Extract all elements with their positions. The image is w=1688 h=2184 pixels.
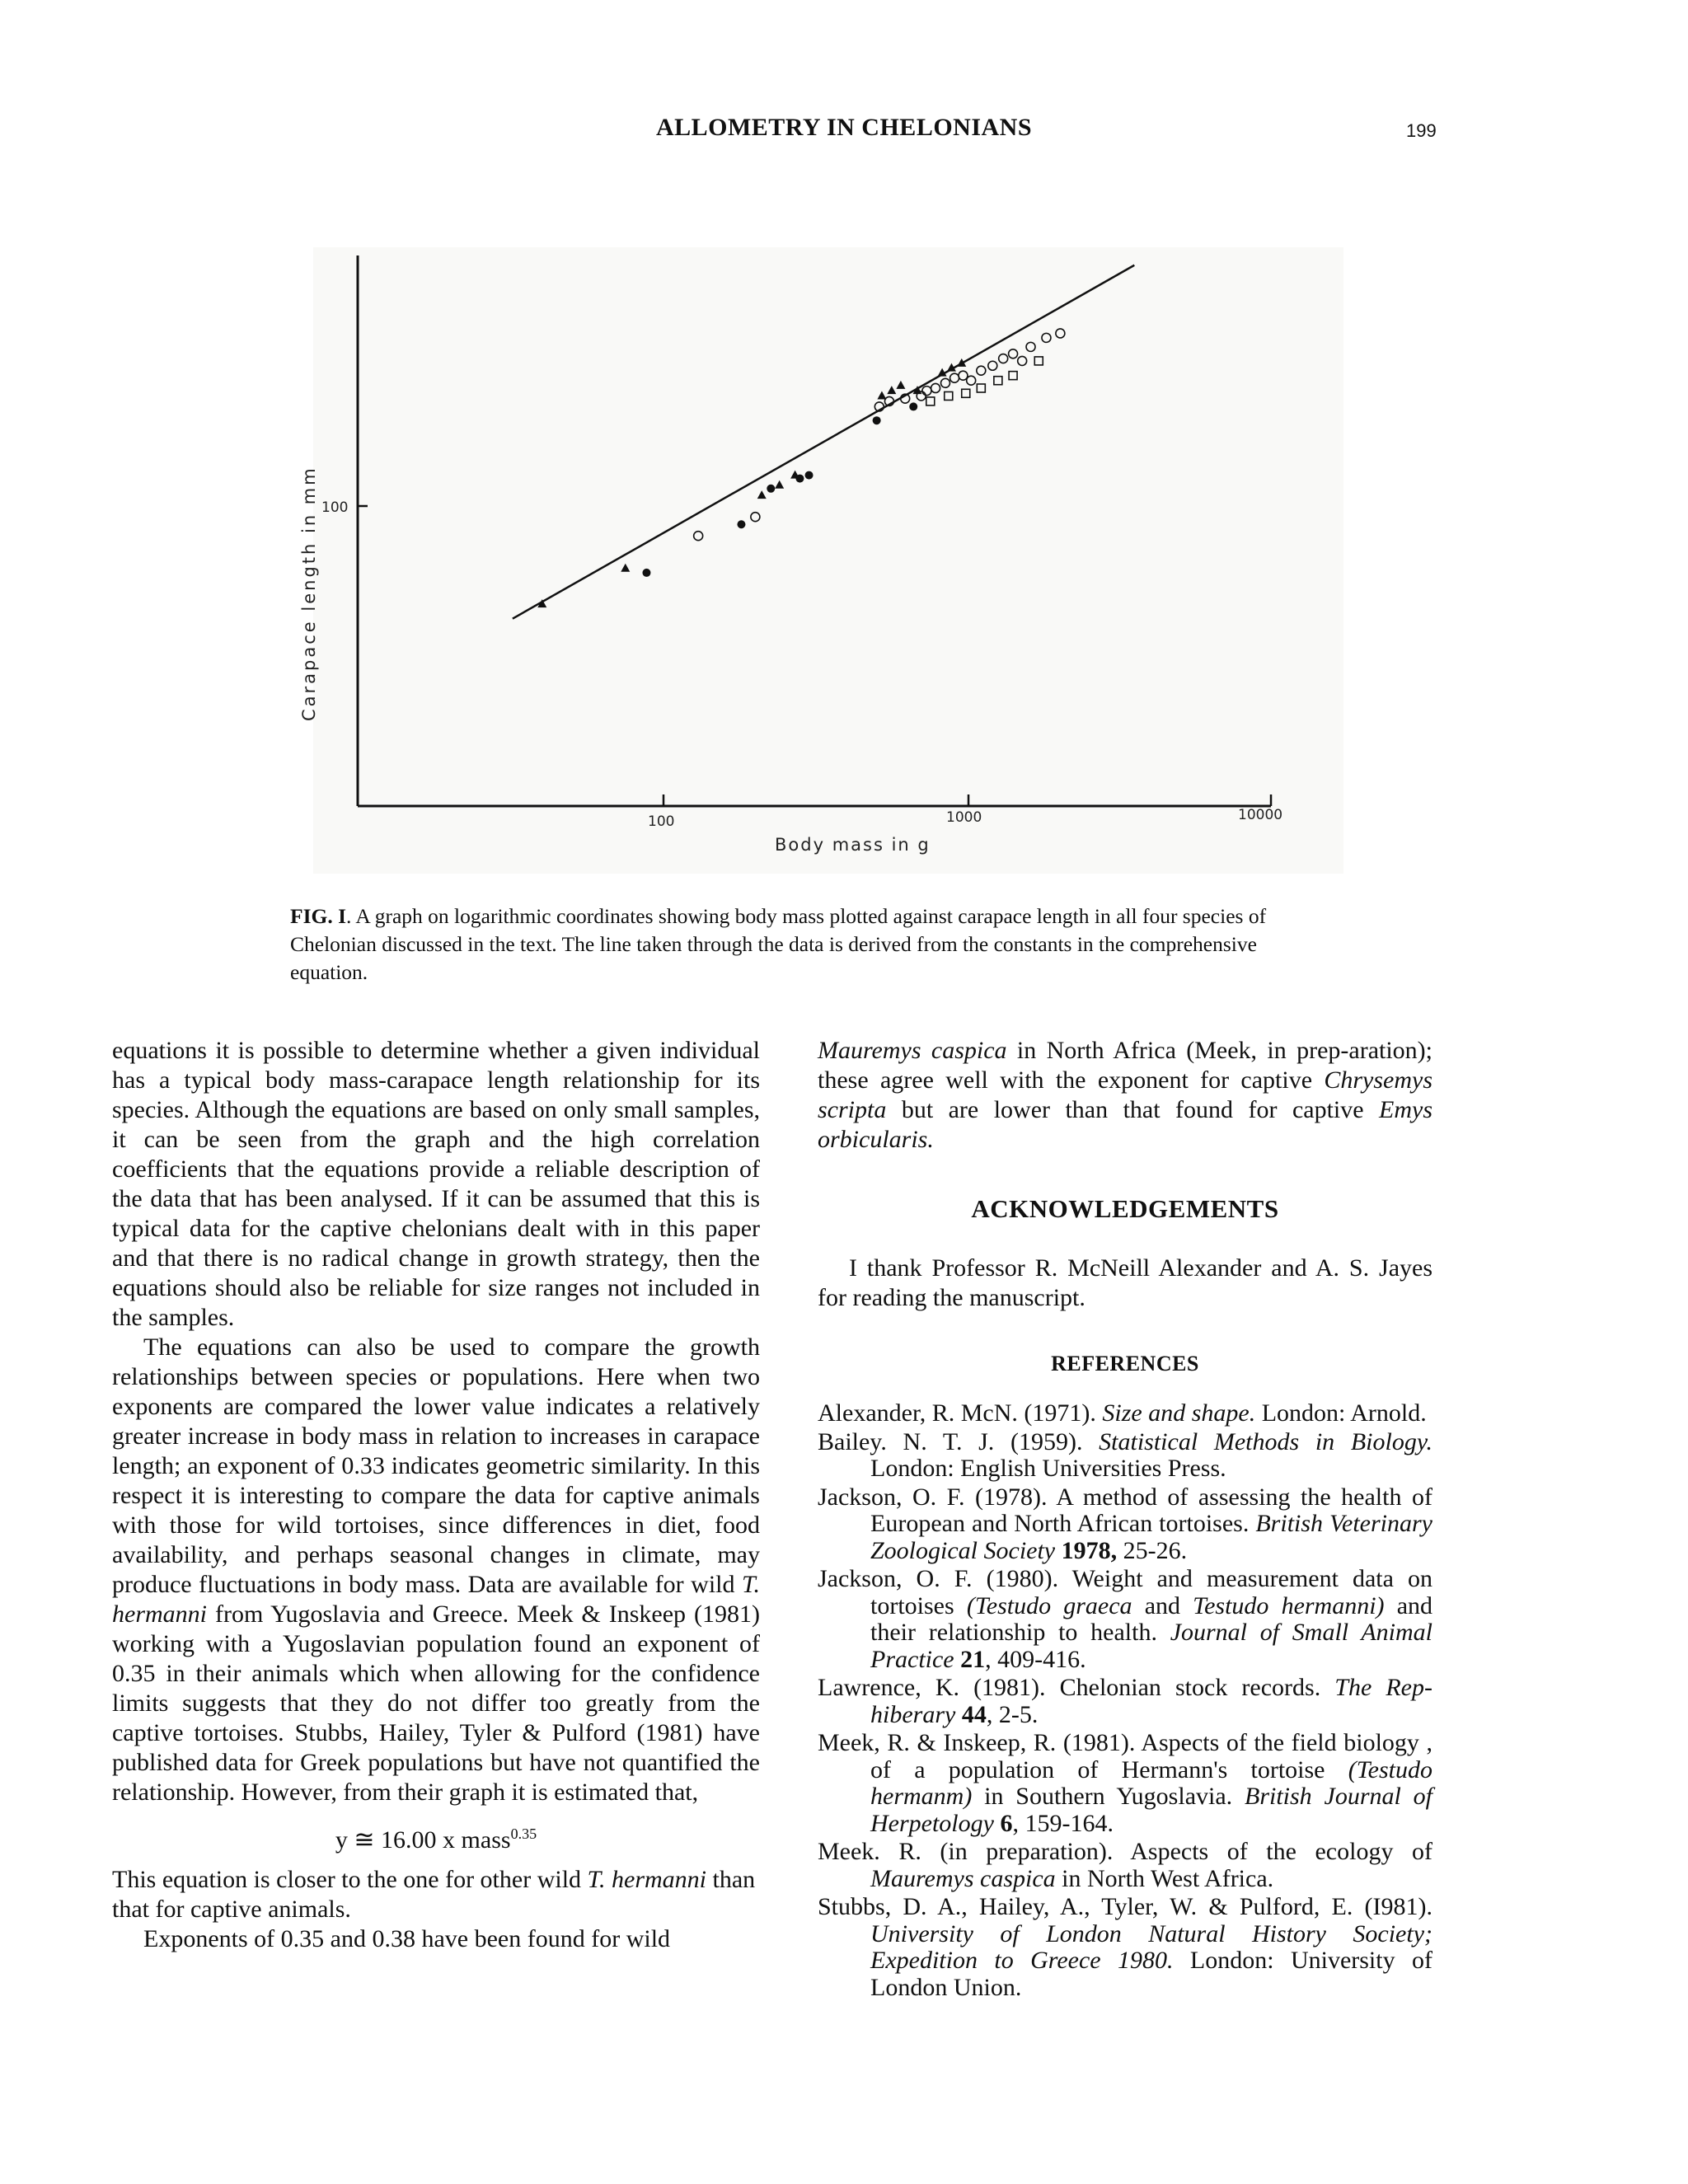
ref-volume: 1978, [1061, 1536, 1118, 1564]
reference-entry [818, 1429, 1432, 1483]
x-tick-label: 100 [648, 813, 675, 830]
text-run: The equations can also be used to compare the growth relationships between species or populations. Here when two exponents are compared the lower value indicates a relatively greater increase in body mass in relation to increases in carapace length; an exponent of 0.33 indicates geometric similarity. In this respect it is interesting to compare the data for captive animals with those for wild tortoises, since differences in diet, food availability, and perhaps seasonal changes in climate, may produce fluctuations in body mass. Data are available for wild [112, 1333, 760, 1598]
text-run: from Yugoslavia and Greece. Meek & Inskeep (1981) working with a Yugoslavian population found an exponent of 0.35 in their animals which when allowing for the confidence limits suggests that they do not differ too greatly from the captive tortoises. Stubbs, Hailey, Tyler & Pulford (1981) have published data for Greek populations but have not quantified the relationship. However, from their graph it is estimated that, [112, 1601, 761, 1806]
paragraph: Exponents of 0.35 and 0.38 have been found for wild [143, 1925, 671, 1952]
paragraph: equations it is possible to determine whether a given individual has a typical body mass-carapace length relationship for its species. Although the equations are based on only small samples, it can be seen from the graph and the high correlation coefficients that the equations provide a reliable description of the data that has been analysed. If it can be assumed that this is typical data for the captive chelonians dealt with in this paper and that there is no radical change in growth strategy, then the equations should also be reliable for size ranges not included in the samples. [112, 1037, 760, 1331]
ref-pages: , 409-416. [985, 1645, 1086, 1673]
data-point-filled-circle [805, 471, 814, 480]
ref-pages: , 2-5. [986, 1700, 1039, 1728]
ref-text: Meek, R. & Inskeep, R. (1981). Aspects of the field biology , of a population of Hermann's tortoise [818, 1729, 1432, 1783]
ref-title: University of London Natural History Society; Expedition to Greece 1980. [870, 1919, 1432, 1974]
ref-text: 25-26. [1123, 1536, 1188, 1564]
paragraph [112, 1865, 760, 1924]
ref-text: Jackson, O. F. (1978). A method of assessing the health of European and North African tortoises. [818, 1483, 1432, 1537]
species-name: T. hermanni [587, 1866, 706, 1893]
paragraph [818, 1036, 1432, 1155]
ref-volume: 6 [1000, 1809, 1013, 1837]
ref-pages: , 159-164. [1012, 1809, 1114, 1837]
ref-text: Jackson, O. F. (1980). Weight and measurement data on tortoises [818, 1565, 1432, 1619]
x-tick-label: 10000 [1238, 807, 1283, 823]
plate-background [313, 247, 1343, 874]
ref-title: Size and shape. [1102, 1399, 1256, 1427]
reference-entry [818, 1400, 1432, 1427]
reference-entry [818, 1484, 1432, 1565]
ref-volume: 21 [960, 1645, 986, 1673]
y-axis-label: Carapace length in mm [299, 466, 319, 721]
species-name: T. hermanni [112, 1571, 760, 1628]
figure-caption-text: . A graph on logarithmic coordinates showing body mass plotted against carapace length in all four species of Chelonian discussed in the text. The line taken through the data is derived from the constants in the comprehensive equation. [290, 904, 1267, 984]
paragraph [112, 1333, 760, 1807]
acknowledgements-heading: ACKNOWLEDGEMENTS [971, 1194, 1279, 1223]
equation-exponent: 0.35 [510, 1825, 537, 1842]
ref-text: Bailey. N. T. J. (1959). [818, 1427, 1083, 1455]
ref-title: (Testudo hermanm) [870, 1755, 1433, 1810]
ref-title: Testudo hermanni) [1193, 1591, 1385, 1619]
figure-caption [290, 902, 1297, 987]
data-point-filled-circle [737, 520, 745, 528]
ref-text: in Southern Yugoslavia. [984, 1783, 1233, 1810]
figure-graph [280, 247, 1352, 874]
ref-text: Lawrence, K. (1981). Chelonian stock records. [818, 1674, 1321, 1701]
ref-text: and [1144, 1591, 1181, 1619]
x-tick-label: 1000 [946, 809, 982, 826]
text-run: in North Africa (Meek, in prep-aration); these agree well with the exponent for captive [818, 1037, 1433, 1094]
ref-title: (Testudo graeca [966, 1591, 1132, 1619]
left-column [112, 1036, 760, 1954]
equation-body: y ≅ 16.00 x mass [335, 1826, 511, 1854]
species-name: Chrysemys scripta [818, 1066, 1433, 1123]
ref-text: Meek. R. (in preparation). Aspects of the ecology of [818, 1838, 1432, 1865]
page-number: 199 [1406, 120, 1437, 141]
reference-entry [818, 1730, 1432, 1837]
right-column [818, 1036, 1432, 2003]
ref-title: British Veterinary Zoological Society [870, 1510, 1432, 1564]
ref-text: Stubbs, D. A., Hailey, A., Tyler, W. & Pulford, E. (I981). [818, 1893, 1432, 1920]
log-log-scatter-chart [280, 247, 1352, 874]
ref-text: London: English Universities Press. [870, 1455, 1226, 1482]
data-point-filled-circle [767, 485, 775, 493]
text-run: This equation is closer to the one for other wild [112, 1866, 582, 1893]
figure-label: FIG. I [290, 904, 347, 928]
reference-entry [818, 1566, 1432, 1673]
y-tick-label: 100 [321, 499, 349, 516]
running-title: ALLOMETRY IN CHELONIANS [655, 114, 1033, 141]
data-point-filled-circle [909, 402, 917, 410]
ref-text: London: University of London Union. [870, 1947, 1432, 2001]
ref-text: Alexander, R. McN. (1971). [818, 1399, 1096, 1427]
ref-text: and their relationship to health. [870, 1591, 1433, 1646]
ref-text: London: Arnold. [1261, 1399, 1427, 1427]
ref-text: in North West Africa. [1062, 1864, 1274, 1892]
reference-entry [818, 1839, 1432, 1892]
references-heading: REFERENCES [1051, 1352, 1199, 1376]
ref-journal: Journal of Small Animal Practice [870, 1619, 1432, 1673]
reference-entry [818, 1894, 1432, 2001]
ref-title: Statistical Methods in Biology. [1099, 1427, 1433, 1455]
ref-journal: British Journal of Herpetology [870, 1783, 1432, 1837]
text-run: than that for captive animals. [112, 1866, 756, 1923]
data-point-filled-circle [642, 569, 650, 577]
species-name: Emys orbicularis. [818, 1096, 1433, 1153]
species-name: Mauremys caspica [818, 1037, 1007, 1064]
data-point-filled-circle [873, 416, 881, 424]
equation [112, 1819, 760, 1855]
text-run: but are lower than that found for captive [901, 1096, 1364, 1123]
acknowledgements-text: I thank Professor R. McNeill Alexander and A. S. Jayes for reading the manuscript. [818, 1254, 1432, 1311]
x-axis-label: Body mass in g [775, 835, 931, 855]
reference-entry [818, 1675, 1432, 1728]
ref-journal: The Rep-hiberary [870, 1674, 1432, 1728]
data-point-filled-circle [795, 475, 804, 483]
ref-title: Mauremys caspica [870, 1864, 1056, 1892]
ref-volume: 44 [961, 1700, 987, 1728]
